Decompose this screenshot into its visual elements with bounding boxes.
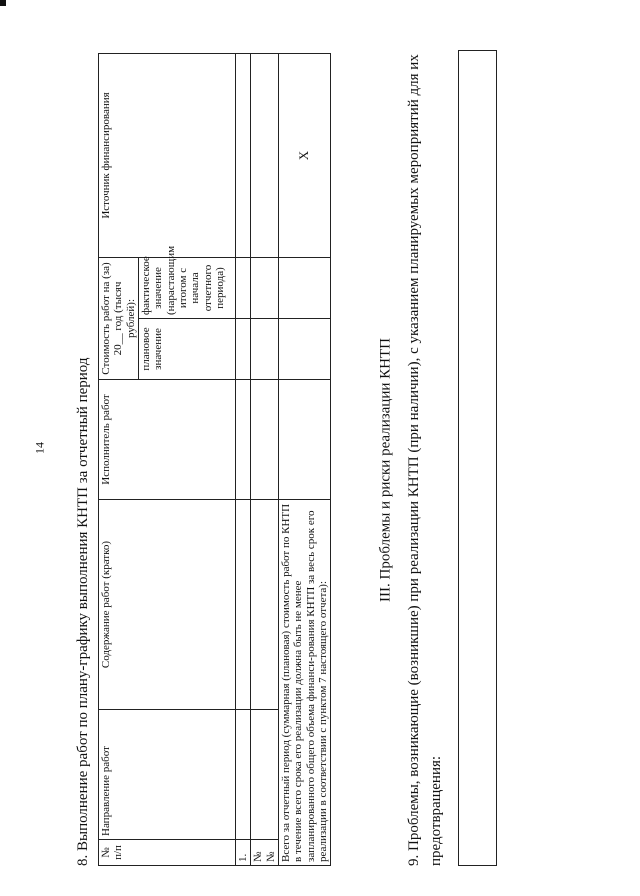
total-row xyxy=(278,53,330,865)
section-3-heading: III. Проблемы и риски реализации КНТП xyxy=(377,338,394,602)
table-cell xyxy=(235,500,250,710)
table-cell xyxy=(278,257,330,318)
table-cell xyxy=(251,500,279,710)
table-cell xyxy=(251,257,279,318)
table-cell xyxy=(278,319,330,380)
table-cell xyxy=(278,380,330,500)
header-actual: фактическое значение (нарастающим итогом с начала отчетного периода) xyxy=(138,257,235,318)
header-planned: плановое значение xyxy=(138,319,235,380)
header-content: Содержание работ (кратко) xyxy=(99,500,236,710)
row-number-cell: №№ xyxy=(251,840,279,866)
table-cell xyxy=(235,53,250,257)
header-executor: Исполнитель работ xyxy=(99,380,236,500)
header-cost: Стоимость работ на (за) 20__ год (тысяч рублей): xyxy=(99,257,139,379)
header-source: Источник финансирования xyxy=(99,53,236,257)
total-mark: Х xyxy=(278,53,330,257)
header-direction: Направление работ xyxy=(99,710,236,840)
table-row xyxy=(235,53,250,865)
table-cell xyxy=(235,710,250,840)
row-number-cell: 1. xyxy=(235,840,250,866)
scan-corner-mark xyxy=(0,0,6,6)
section-9-answer-box xyxy=(458,50,497,866)
work-execution-table xyxy=(98,53,331,866)
table-cell xyxy=(235,380,250,500)
table-cell xyxy=(251,380,279,500)
table-cell xyxy=(251,53,279,257)
section-8-heading: 8. Выполнение работ по плану-графику выполнения КНТП за отчетный период xyxy=(75,357,91,866)
table-cell xyxy=(235,257,250,318)
total-label: Всего за отчетный период (суммарная (плановая) стоимость работ по КНТП в течение всего срока его реализации должна быть не менее запланированного общего объема финанси-рования КНТП за весь срок его реализации в соответствии с пунктом 7 настоящего отчета): xyxy=(278,500,330,866)
section-9-text: 9. Проблемы, возникающие (возникшие) при реализации КНТП (при наличии), с указанием планируемых мероприятий для их предотвращения: xyxy=(406,54,444,866)
table-cell xyxy=(235,319,250,380)
header-num: № п/п xyxy=(99,840,236,866)
table-cell xyxy=(251,319,279,380)
table-cell xyxy=(251,710,279,840)
page-number: 14 xyxy=(32,442,47,454)
table-row xyxy=(251,53,279,865)
